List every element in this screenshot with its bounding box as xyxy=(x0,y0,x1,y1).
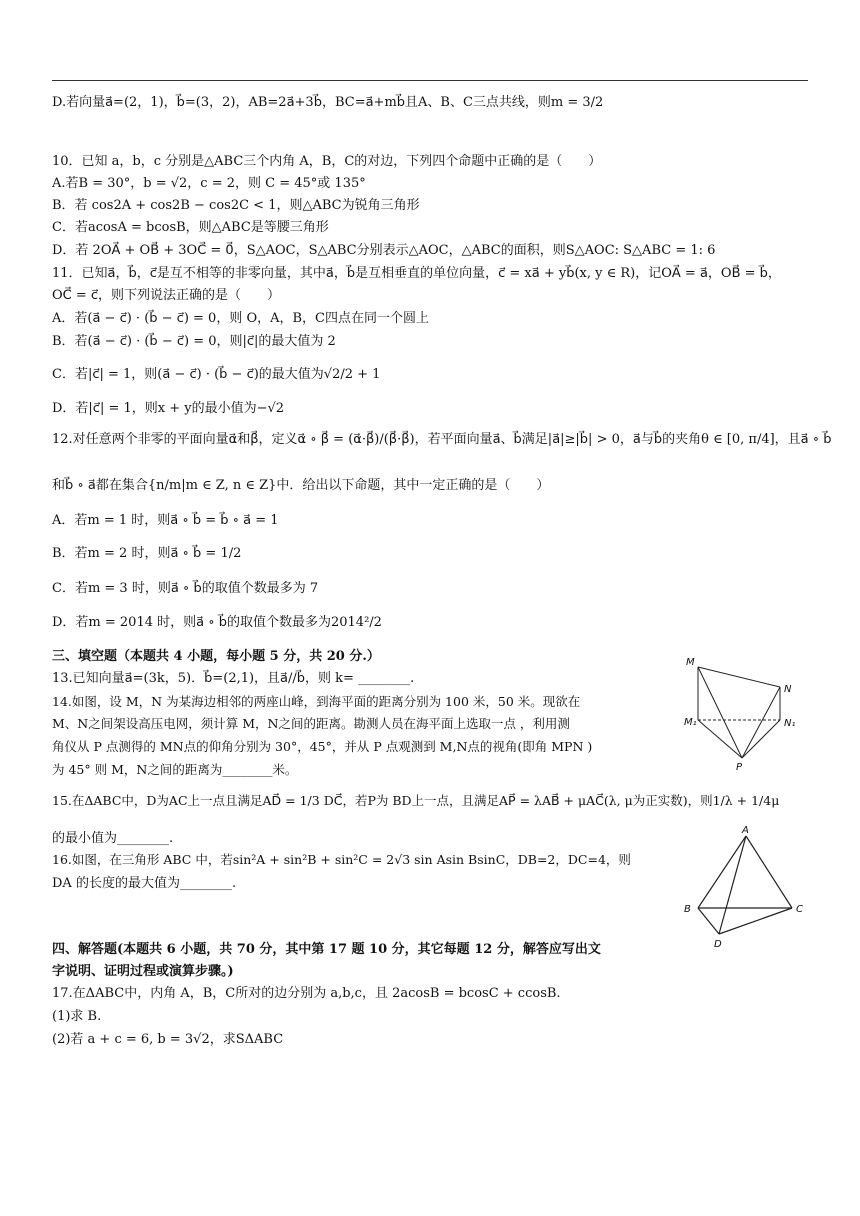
label-p: P xyxy=(736,762,743,773)
segment-mp xyxy=(698,667,742,758)
q14-line-2: M、N之间架设高压电网，须计算 M，N之间的距离。勘测人员在海平面上选取一点 ，利用测 xyxy=(52,716,570,731)
q17-part-1: (1)求 B. xyxy=(52,1009,102,1024)
section-4-heading-1: 四、解答题(本题共 6 小题，共 70 分，其中第 17 题 10 分，其它每题 12 分，解答应写出文 xyxy=(52,942,601,957)
q11-option-a: A．若(a⃗ − c⃗) · (b⃗ − c⃗) = 0，则 O，A，B，C四点在同一个圆上 xyxy=(52,311,430,326)
label-a: A xyxy=(742,825,749,836)
label-c: C xyxy=(796,904,803,915)
q17-stem: 17.在ΔABC中，内角 A，B，C所对的边分别为 a,b,c，且 2acosB = bcosC + ccosB. xyxy=(52,986,561,1001)
q15-line-2: 的最小值为________. xyxy=(52,831,174,846)
q16-line-2: DA 的长度的最大值为________. xyxy=(52,876,237,891)
q11-option-d: D．若|c⃗| = 1，则x + y的最小值为−√2 xyxy=(52,401,285,416)
q10-stem: 10．已知 a，b，c 分别是△ABC三个内角 A，B，C的对边，下列四个命题中正确的是（ ） xyxy=(52,154,602,169)
q12-option-c: C．若m = 3 时，则a⃗ ∘ b⃗的取值个数最多为 7 xyxy=(52,581,319,596)
q10-option-c: C．若acosA = bcosB，则△ABC是等腰三角形 xyxy=(52,220,329,235)
segment-mn xyxy=(698,667,780,687)
q13: 13.已知向量a⃗=(3k，5)．b⃗=(2,1)，且a⃗//b⃗，则 k= ________. xyxy=(52,671,415,686)
side-ab xyxy=(698,836,746,908)
q11-option-b: B．若(a⃗ − c⃗) · (b⃗ − c⃗) = 0，则|c⃗|的最大值为 2 xyxy=(52,334,336,349)
q12-option-b: B．若m = 2 时，则a⃗ ∘ b⃗ = 1/2 xyxy=(52,546,242,561)
label-m1: M₁ xyxy=(684,717,697,728)
segment-n1p xyxy=(742,720,780,758)
label-b: B xyxy=(684,904,691,915)
mountain-figure xyxy=(680,650,820,775)
segment-cd xyxy=(719,908,792,934)
q11-option-c: C．若|c⃗| = 1，则(a⃗ − c⃗) · (b⃗ − c⃗)的最大值为√2/2 + 1 xyxy=(52,367,381,382)
header-rule xyxy=(52,80,808,81)
q14-line-3: 角仪从 P 点测得的 MN点的仰角分别为 30°，45°，并从 P 点观测到 M,N点的视角(即角 MPN ) xyxy=(52,739,593,754)
q17-part-2: (2)若 a + c = 6, b = 3√2，求SΔABC xyxy=(52,1032,284,1047)
q14-line-1: 14.如图，设 M，N 为某海边相邻的两座山峰，到海平面的距离分别为 100 米，50 米。现欲在 xyxy=(52,694,581,709)
q10-option-b: B．若 cos2A + cos2B − cos2C < 1，则△ABC为锐角三角形 xyxy=(52,198,420,213)
segment-bd xyxy=(698,908,719,934)
q12-stem-1: 12.对任意两个非零的平面向量α⃗和β⃗，定义α⃗ ∘ β⃗ = (α⃗·β⃗)/(β⃗·β⃗)，若平面向量a⃗、b⃗满足|a⃗|≥|b⃗| > 0，a⃗与b⃗的夹角θ ∈ [0, π/4]，且a⃗ ∘ b⃗ xyxy=(52,432,832,447)
segment-m1p xyxy=(698,720,742,758)
q12-option-a: A．若m = 1 时，则a⃗ ∘ b⃗ = b⃗ ∘ a⃗ = 1 xyxy=(52,513,279,528)
q11-stem-2: OC⃗ = c⃗，则下列说法正确的是（ ） xyxy=(52,288,281,303)
triangle-figure xyxy=(676,822,816,952)
q14-line-4: 为 45° 则 M，N之间的距离为________米。 xyxy=(52,762,298,777)
q15-line-1: 15.在ΔABC中，D为AC上一点且满足AD⃗ = 1/3 DC⃗，若P为 BD上一点，且满足AP⃗ = λAB⃗ + μAC⃗(λ, μ为正实数)，则1/λ + 1/4μ xyxy=(52,793,780,808)
q11-stem-1: 11．已知a⃗，b⃗，c⃗是互不相等的非零向量，其中a⃗，b⃗是互相垂直的单位向量，c⃗ = xa⃗ + yb⃗(x, y ∈ R)，记OA⃗ = a⃗，OB⃗ = b⃗， xyxy=(52,266,781,281)
label-n: N xyxy=(784,684,792,695)
q16-line-1: 16.如图，在三角形 ABC 中，若sin²A + sin²B + sin²C = 2√3 sin Asin BsinC，DB=2，DC=4，则 xyxy=(52,852,631,867)
segment-np xyxy=(742,687,780,758)
q9-option-d: D.若向量a⃗=(2，1)，b⃗=(3，2)，AB=2a⃗+3b⃗，BC=a⃗+mb⃗且A、B、C三点共线，则m = 3/2 xyxy=(52,95,604,110)
q10-option-d: D．若 2OA⃗ + OB⃗ + 3OC⃗ = 0⃗，S△AOC，S△ABC分别表示△AOC，△ABC的面积，则S△AOC: S△ABC = 1: 6 xyxy=(52,243,716,258)
side-ac xyxy=(746,836,792,908)
label-d: D xyxy=(714,939,722,950)
q10-option-a: A.若B = 30°，b = √2，c = 2，则 C = 45°或 135° xyxy=(52,176,366,191)
section-4-heading-2: 字说明、证明过程或演算步骤。) xyxy=(52,964,234,979)
label-n1: N₁ xyxy=(784,718,796,729)
label-m: M xyxy=(686,657,695,668)
q12-option-d: D．若m = 2014 时，则a⃗ ∘ b⃗的取值个数最多为2014²/2 xyxy=(52,615,382,630)
section-3-heading: 三、填空题（本题共 4 小题，每小题 5 分，共 20 分.） xyxy=(52,649,380,664)
q12-stem-2: 和b⃗ ∘ a⃗都在集合{n/m|m ∈ Z, n ∈ Z}中．给出以下命题，其中一定正确的是（ ） xyxy=(52,478,550,493)
segment-ad xyxy=(719,836,746,934)
